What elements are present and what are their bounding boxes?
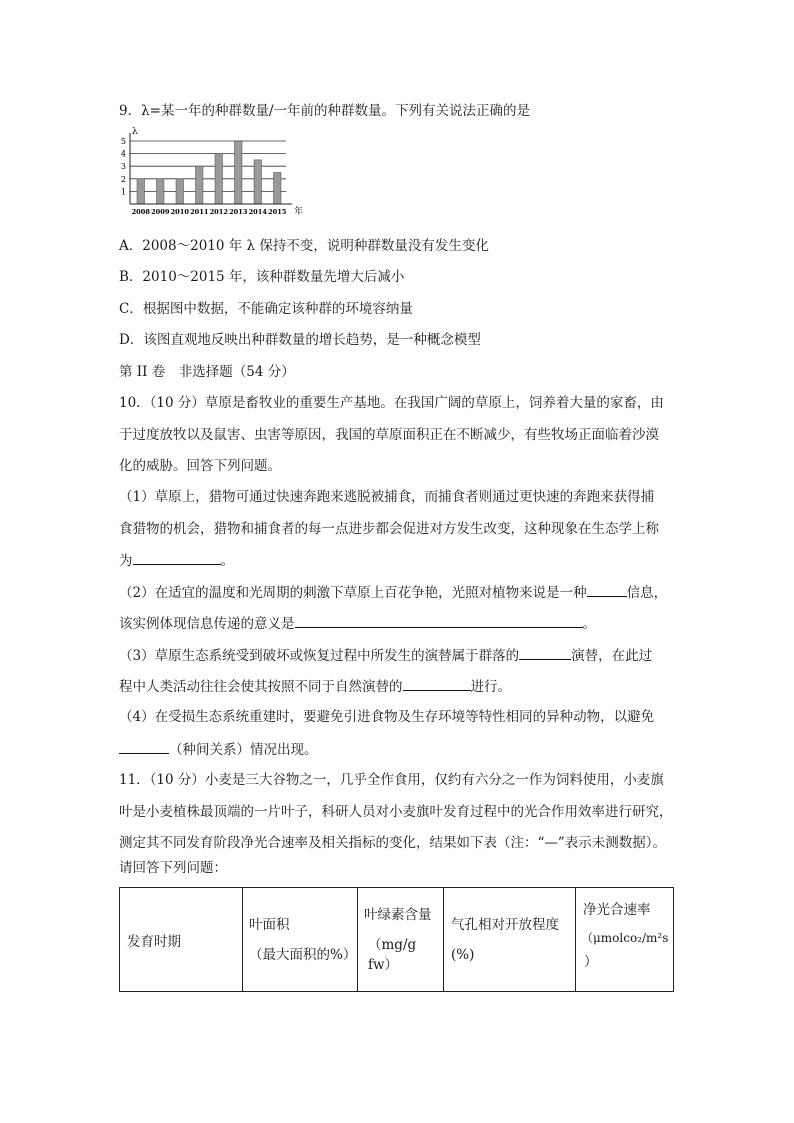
header-net-photosynthesis [576,888,674,992]
x-tick-label: 2008 [131,208,150,216]
bar [254,160,261,204]
header-chlorophyll [358,888,444,992]
q10-p1-end: 。 [220,553,234,569]
q10-p2-text-a: （2）在适宜的温度和光周期的刺激下草原上百花争艳，光照对植物来说是一种 [119,585,587,601]
q9-option-d: D．该图直观地反映出种群数量的增长趋势，是一种概念模型 [119,332,481,348]
q11-intro-line-1: 11．（10 分）小麦是三大谷物之一，几乎全作食用，仅约有六分之一作为饲料使用，小麦旗 [119,772,664,788]
lambda-bar-chart [116,126,316,232]
header-stomata-unit: (%) [451,946,475,963]
bar [235,141,242,204]
q10-p3-text-c: 程中人类活动往往会使其按照不同于自然演替的 [119,679,403,695]
chart-y-axis-label: λ [132,127,138,137]
bar [176,179,183,204]
q11-intro-line-2: 叶是小麦植株最顶端的一片叶子，科研人员对小麦旗叶发育过程中的光合作用效率进行研究， [119,804,673,820]
q10-p3-text-b: 演替，在此过 [571,648,653,664]
q10-p1-line-1: （1）草原上，猎物可通过快速奔跑来逃脱被捕食，而捕食者则通过更快速的奔跑来获得捕 [119,489,655,505]
q10-p2-line-2 [119,613,596,634]
q10-p4-line-1: （4）在受损生态系统重建时，要避免引进食物及生存环境等特性相同的异种动物，以避免 [119,709,655,725]
q10-p3-text-d: 进行。 [470,679,511,695]
header-net-photosynthesis-label: 净光合速率 [583,902,651,918]
header-net-photosynthesis-close: ） [584,954,598,970]
chart-y-tick-labels [121,137,126,196]
q10-p3-text-a: （3）草原生态系统受到破坏或恢复过程中所发生的演替属于群落的 [119,648,520,664]
header-leaf-area-label: 叶面积 [249,916,290,933]
section-title: 第 II 卷 非选择题（54 分） [119,364,295,380]
x-tick-label: 2012 [209,208,228,216]
q9-option-c: C．根据图中数据，不能确定该种群的环境容纳量 [119,301,413,317]
bar [157,179,164,204]
q10-intro-line-1: 10．（10 分）草原是畜牧业的重要生产基地。在我国广阔的草原上，饲养着大量的家畜，由 [119,395,664,411]
y-tick-label: 5 [120,137,126,146]
x-tick-label: 2010 [170,208,189,216]
q11-intro-line-3: 测定其不同发育阶段净光合速率及相关指标的变化，结果如下表（注：“—”表示未测数据）。 [119,835,667,851]
header-chlorophyll-unit: （mg/g fw） [368,936,417,973]
table-header-row [120,888,674,992]
q9-option-a: A．2008～2010 年 λ 保持不变，说明种群数量没有发生变化 [119,238,489,254]
header-stomata [444,888,576,992]
y-tick-label: 2 [120,174,126,184]
q9-option-b: B．2010～2015 年，该种群数量先增大后减小 [119,269,405,285]
x-tick-label: 2013 [229,208,248,216]
q10-p1-line-2: 食猎物的机会，猎物和捕食者的每一点进步都会促进对方发生改变，这种现象在生态学上称 [119,521,659,537]
q11-data-table [119,887,674,992]
q10-p2-text-c: 该实例体现信息传递的意义是 [119,616,295,632]
q10-p2-text-b: 信息， [626,585,668,601]
answer-blank[interactable] [133,550,221,565]
x-tick-label: 2015 [268,208,287,216]
x-tick-label: 2011 [190,208,209,216]
y-tick-label: 3 [120,162,126,172]
header-stomata-label: 气孔相对开放程度 [451,916,559,933]
bar [215,154,222,204]
header-stage-label: 发育时期 [127,933,181,950]
y-tick-label: 1 [120,187,126,197]
chart-x-axis-label: 年 [294,207,304,217]
q9-stem: 9．λ=某一年的种群数量/一年前的种群数量。下列有关说法正确的是 [119,103,531,119]
bar [274,173,281,205]
x-tick-label: 2009 [151,208,170,216]
header-stage [120,888,243,992]
q10-p2-line-1 [119,582,667,603]
chart-gridlines [130,141,286,191]
header-leaf-area-unit: （最大面积的%） [249,946,357,963]
header-net-photosynthesis-unit: （μmolco₂/m²s [581,931,669,945]
bar [137,179,144,204]
q10-p4-text-b: （种间关系）情况出现。 [169,742,318,758]
q10-p3-line-2 [119,676,511,697]
q10-p1-text: 为 [119,553,133,569]
q10-intro-line-3: 化的威胁。回答下列问题。 [119,458,281,474]
answer-blank[interactable] [119,739,169,754]
header-leaf-area [243,888,358,992]
chart-axes [130,133,292,204]
y-tick-label: 4 [120,149,126,159]
q11-intro-line-4: 请回答下列问题： [119,860,227,876]
chart-bars [137,141,281,204]
answer-blank[interactable] [519,645,571,660]
q10-p3-line-1 [119,645,652,666]
answer-blank[interactable] [587,582,627,597]
q10-p1-line-3 [119,550,234,571]
chart-x-tick-labels [132,208,287,216]
answer-blank[interactable] [403,676,471,691]
q10-intro-line-2: 于过度放牧以及鼠害、虫害等原因，我国的草原面积正在不断减少，有些牧场正面临着沙漠 [119,427,659,443]
x-tick-label: 2014 [248,208,267,216]
bar [196,166,203,204]
header-chlorophyll-label: 叶绿素含量 [364,906,432,923]
q10-p4-line-2 [119,739,318,760]
q10-p2-text-d: 。 [582,616,596,632]
answer-blank[interactable] [295,613,583,628]
